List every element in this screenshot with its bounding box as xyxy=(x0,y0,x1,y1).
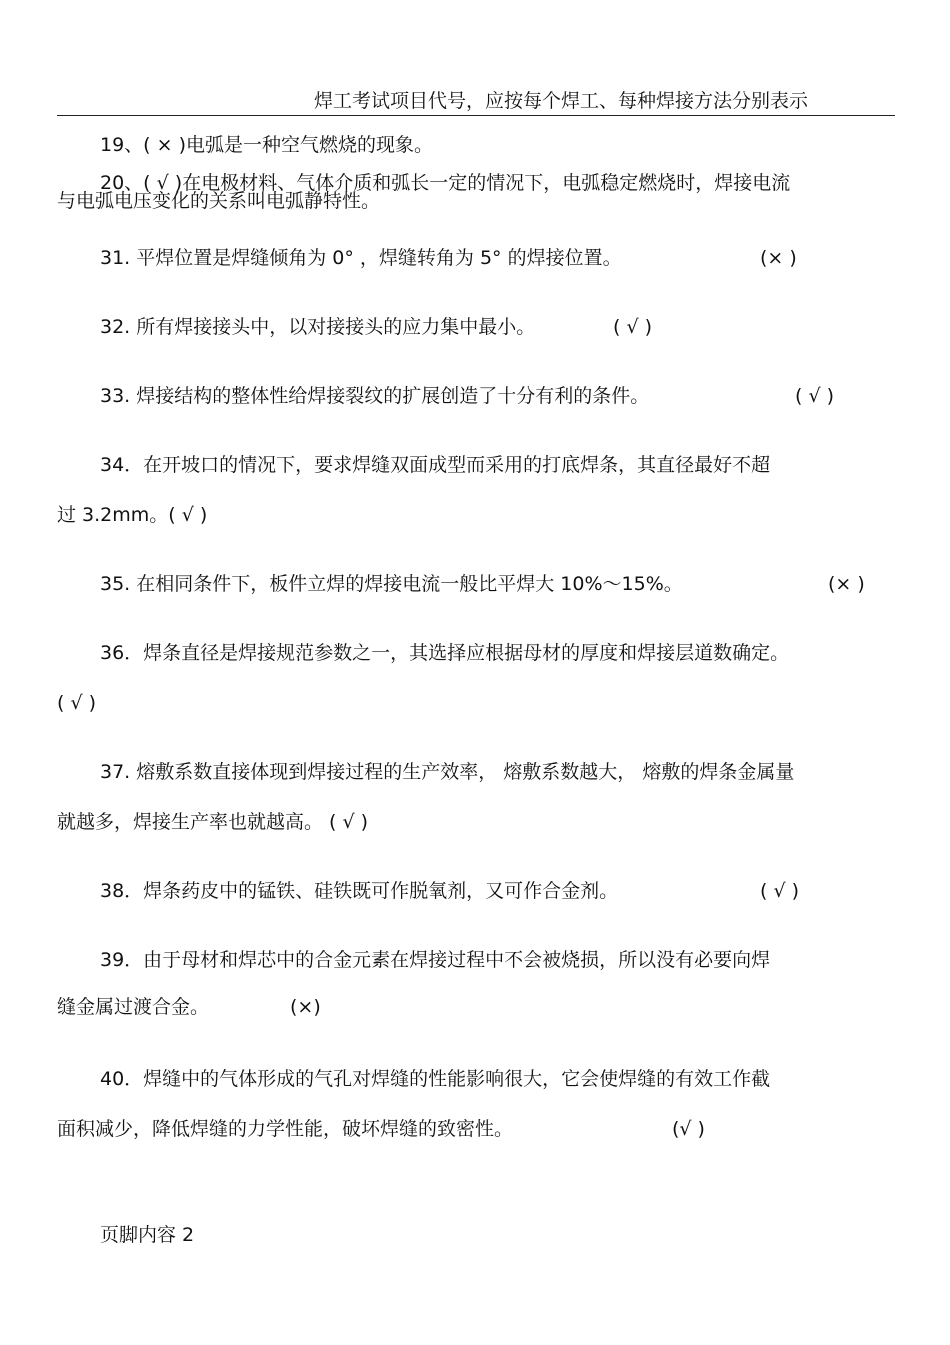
question-40-line2: 面积减少，降低焊缝的力学性能，破坏焊缝的致密性。 xyxy=(57,1118,514,1140)
question-32-answer: ( √ ) xyxy=(613,316,653,338)
question-31: 31. 平焊位置是焊缝倾角为 0° ，焊缝转角为 5° 的焊接位置。 xyxy=(100,247,622,269)
question-20-line1: 20、( √ )在电极材料、气体介质和弧长一定的情况下，电弧稳定燃烧时，焊接电流 xyxy=(100,172,791,194)
question-35: 35. 在相同条件下，板件立焊的焊接电流一般比平焊大 10%～15%。 xyxy=(100,573,683,595)
question-39-line1: 39．由于母材和焊芯中的合金元素在焊接过程中不会被烧损，所以没有必要向焊 xyxy=(100,949,771,971)
question-34-line2: 过 3.2mm。( √ ) xyxy=(57,504,208,526)
question-38: 38．焊条药皮中的锰铁、硅铁既可作脱氧剂，又可作合金剂。 xyxy=(100,880,619,902)
question-36-line1: 36．焊条直径是焊接规范参数之一，其选择应根据母材的厚度和焊接层道数确定。 xyxy=(100,642,790,664)
header-divider xyxy=(57,115,895,116)
question-37-line2: 就越多，焊接生产率也就越高。 ( √ ) xyxy=(57,811,369,833)
page-footer: 页脚内容 2 xyxy=(100,1224,195,1246)
question-40-answer: (√ ) xyxy=(672,1118,705,1140)
question-33-answer: ( √ ) xyxy=(795,385,835,407)
question-38-answer: ( √ ) xyxy=(760,880,800,902)
question-19: 19、( × )电弧是一种空气燃烧的现象。 xyxy=(100,134,434,156)
question-39-line2: 缝金属过渡合金。 xyxy=(57,996,210,1018)
question-36-line2: ( √ ) xyxy=(57,692,97,714)
question-33: 33. 焊接结构的整体性给焊接裂纹的扩展创造了十分有利的条件。 xyxy=(100,385,650,407)
header-title: 焊工考试项目代号，应按每个焊工、每种焊接方法分别表示 xyxy=(314,90,809,112)
question-32: 32. 所有焊接接头中，以对接接头的应力集中最小。 xyxy=(100,316,536,338)
question-20-line2: 与电弧电压变化的关系叫电弧静特性。 xyxy=(57,190,381,212)
question-31-answer: (× ) xyxy=(760,247,797,269)
question-34-line1: 34．在开坡口的情况下，要求焊缝双面成型而采用的打底焊条，其直径最好不超 xyxy=(100,454,771,476)
question-35-answer: (× ) xyxy=(828,573,865,595)
question-40-line1: 40．焊缝中的气体形成的气孔对焊缝的性能影响很大，它会使焊缝的有效工作截 xyxy=(100,1068,771,1090)
question-39-answer: (×) xyxy=(290,996,321,1018)
question-37-line1: 37. 熔敷系数直接体现到焊接过程的生产效率， 熔敷系数越大， 熔敷的焊条金属量 xyxy=(100,761,795,783)
